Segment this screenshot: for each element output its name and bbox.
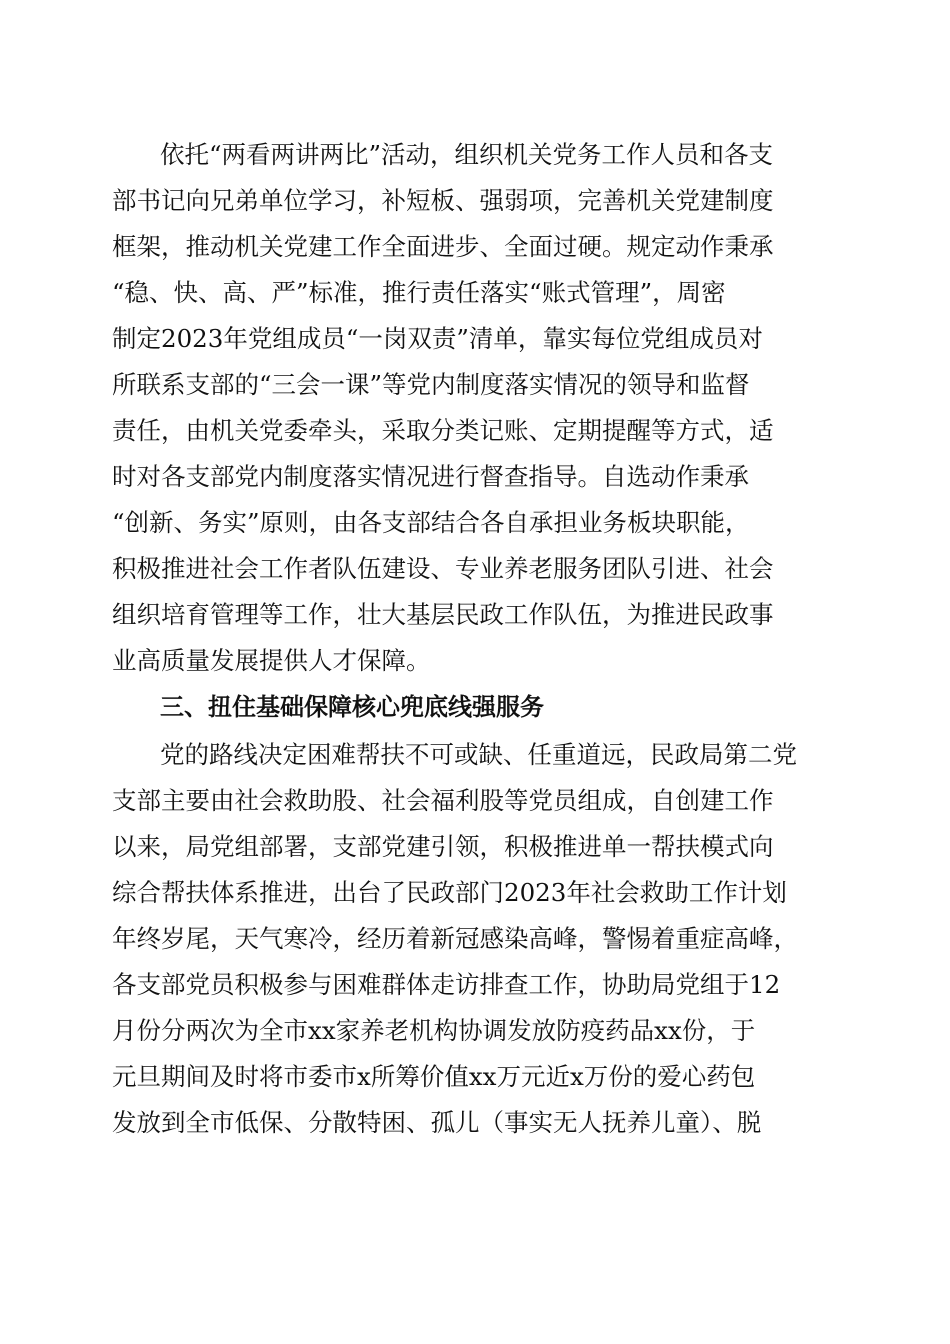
paragraph-1-line-4: “稳、快、高、严”标准，推行责任落实“账式管理”，周密 xyxy=(112,278,726,307)
paragraph-2-line-9: 发放到全市低保、分散特困、孤儿（事实无人抚养儿童）、脱 xyxy=(112,1108,762,1137)
paragraph-2-line-3: 以来，局党组部署，支部党建引领，积极推进单一帮扶模式向 xyxy=(112,832,774,861)
paragraph-2-line-2: 支部主要由社会救助股、社会福利股等党员组成，自创建工作 xyxy=(112,786,774,815)
paragraph-2-line-7: 月份分两次为全市xx家养老机构协调发放防疫药品xx份，于 xyxy=(112,1016,756,1045)
paragraph-1-line-12: 业高质量发展提供人才保障。 xyxy=(112,646,431,675)
paragraph-1-line-5: 制定2023年党组成员“一岗双责”清单，靠实每位党组成员对 xyxy=(112,324,763,353)
paragraph-1-line-10: 积极推进社会工作者队伍建设、专业养老服务团队引进、社会 xyxy=(112,554,774,583)
paragraph-2-line-8: 元旦期间及时将市委市x所筹价值xx万元近x万份的爱心药包 xyxy=(112,1062,756,1091)
paragraph-1-line-2: 部书记向兄弟单位学习，补短板、强弱项，完善机关党建制度 xyxy=(112,186,774,215)
paragraph-1-line-7: 责任，由机关党委牵头，采取分类记账、定期提醒等方式，适 xyxy=(112,416,774,445)
paragraph-1-line-8: 时对各支部党内制度落实情况进行督查指导。自选动作秉承 xyxy=(112,462,749,491)
paragraph-2-line-1: 党的路线决定困难帮扶不可或缺、任重道远，民政局第二党 xyxy=(160,740,797,769)
paragraph-2-line-4: 综合帮扶体系推进，出台了民政部门2023年社会救助工作计划 xyxy=(112,878,787,907)
paragraph-2-line-5: 年终岁尾，天气寒冷，经历着新冠感染高峰，警惕着重症高峰， xyxy=(112,924,798,953)
paragraph-1-line-6: 所联系支部的“三会一课”等党内制度落实情况的领导和监督 xyxy=(112,370,750,399)
paragraph-1-line-1: 依托“两看两讲两比”活动，组织机关党务工作人员和各支 xyxy=(160,140,774,169)
section-heading-3: 三、扭住基础保障核心兜底线强服务 xyxy=(160,693,544,721)
paragraph-1-line-3: 框架，推动机关党建工作全面进步、全面过硬。规定动作秉承 xyxy=(112,232,774,261)
paragraph-2-line-6: 各支部党员积极参与困难群体走访排查工作，协助局党组于12 xyxy=(112,970,781,999)
paragraph-1-line-11: 组织培育管理等工作，壮大基层民政工作队伍，为推进民政事 xyxy=(112,600,774,629)
paragraph-1-line-9: “创新、务实”原则，由各支部结合各自承担业务板块职能， xyxy=(112,508,750,537)
